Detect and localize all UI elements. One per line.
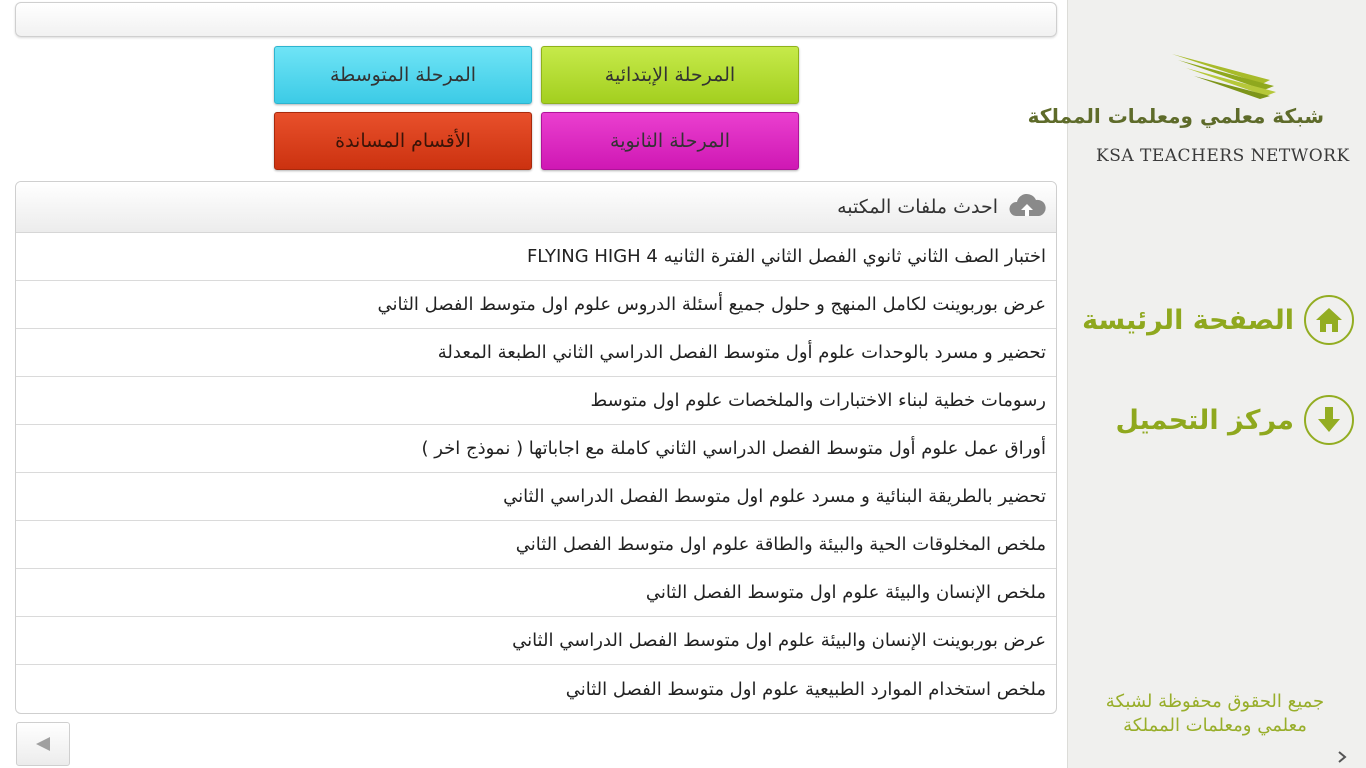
file-title: ملخص استخدام الموارد الطبيعية علوم اول متوسط الفصل الثاني xyxy=(565,678,1046,700)
secondary-stage-label: المرحلة الثانوية xyxy=(610,130,730,152)
nav-home[interactable] xyxy=(1082,294,1354,346)
library-title: احدث ملفات المكتبه xyxy=(837,196,998,218)
support-departments-label: الأقسام المساندة xyxy=(335,130,471,152)
chevron-right-icon[interactable] xyxy=(1336,750,1352,766)
primary-stage-label: المرحلة الإبتدائية xyxy=(604,64,736,86)
file-title: عرض بوربوينت الإنسان والبيئة علوم اول متوسط الفصل الدراسي الثاني xyxy=(512,630,1046,651)
nav-download-label: مركز التحميل xyxy=(1115,404,1294,436)
nav-home-label: الصفحة الرئيسة xyxy=(1082,304,1294,336)
library-file-row[interactable] xyxy=(16,329,1056,377)
file-title: رسومات خطية لبناء الاختبارات والملخصات علوم اول متوسط xyxy=(590,390,1046,411)
file-title: أوراق عمل علوم أول متوسط الفصل الدراسي الثاني كاملة مع اجاباتها ( نموذج اخر ) xyxy=(421,438,1046,459)
file-title: عرض بوربوينت لكامل المنهج و حلول جميع أسئلة الدروس علوم اول متوسط الفصل الثاني xyxy=(377,294,1046,315)
copyright-text: جميع الحقوق محفوظة لشبكة معلمي ومعلمات المملكة xyxy=(1105,691,1325,736)
file-title: تحضير و مسرد بالوحدات علوم أول متوسط الفصل الدراسي الثاني الطبعة المعدلة xyxy=(437,342,1046,363)
library-file-row[interactable] xyxy=(16,521,1056,569)
library-file-row[interactable] xyxy=(16,665,1056,713)
library-file-row[interactable] xyxy=(16,233,1056,281)
library-file-row[interactable] xyxy=(16,473,1056,521)
library-file-row[interactable] xyxy=(16,569,1056,617)
library-latest-files-panel xyxy=(15,181,1057,714)
top-bar xyxy=(15,2,1057,37)
cloud-icon xyxy=(1006,192,1048,222)
file-title: ملخص الإنسان والبيئة علوم اول متوسط الفصل الثاني xyxy=(645,582,1046,603)
file-title: ملخص المخلوقات الحية والبيئة والطاقة علوم اول متوسط الفصل الثاني xyxy=(515,534,1046,555)
secondary-stage-button[interactable] xyxy=(541,112,799,170)
library-file-row[interactable] xyxy=(16,425,1056,473)
file-title: تحضير بالطريقة البنائية و مسرد علوم اول متوسط الفصل الدراسي الثاني xyxy=(503,486,1046,507)
file-title: اختبار الصف الثاني ثانوي الفصل الثاني الفترة الثانيه FLYING HIGH 4 xyxy=(526,246,1046,267)
nav-download-center[interactable] xyxy=(1115,394,1354,446)
middle-stage-button[interactable] xyxy=(274,46,532,104)
back-arrow-icon xyxy=(34,736,52,752)
logo-feathers-icon xyxy=(1170,50,1280,100)
download-icon xyxy=(1304,395,1354,445)
support-departments-button[interactable] xyxy=(274,112,532,170)
site-logo[interactable] xyxy=(1027,48,1352,173)
logo-english-text: KSA TEACHERS NETWORK xyxy=(1096,146,1350,166)
library-file-row[interactable] xyxy=(16,617,1056,665)
primary-stage-button[interactable] xyxy=(541,46,799,104)
home-icon xyxy=(1304,295,1354,345)
library-file-row[interactable] xyxy=(16,377,1056,425)
library-file-row[interactable] xyxy=(16,281,1056,329)
library-header xyxy=(16,182,1056,233)
back-button[interactable] xyxy=(16,722,70,766)
middle-stage-label: المرحلة المتوسطة xyxy=(329,64,477,86)
logo-arabic-text: شبكة معلمي ومعلمات المملكة xyxy=(1027,104,1324,128)
